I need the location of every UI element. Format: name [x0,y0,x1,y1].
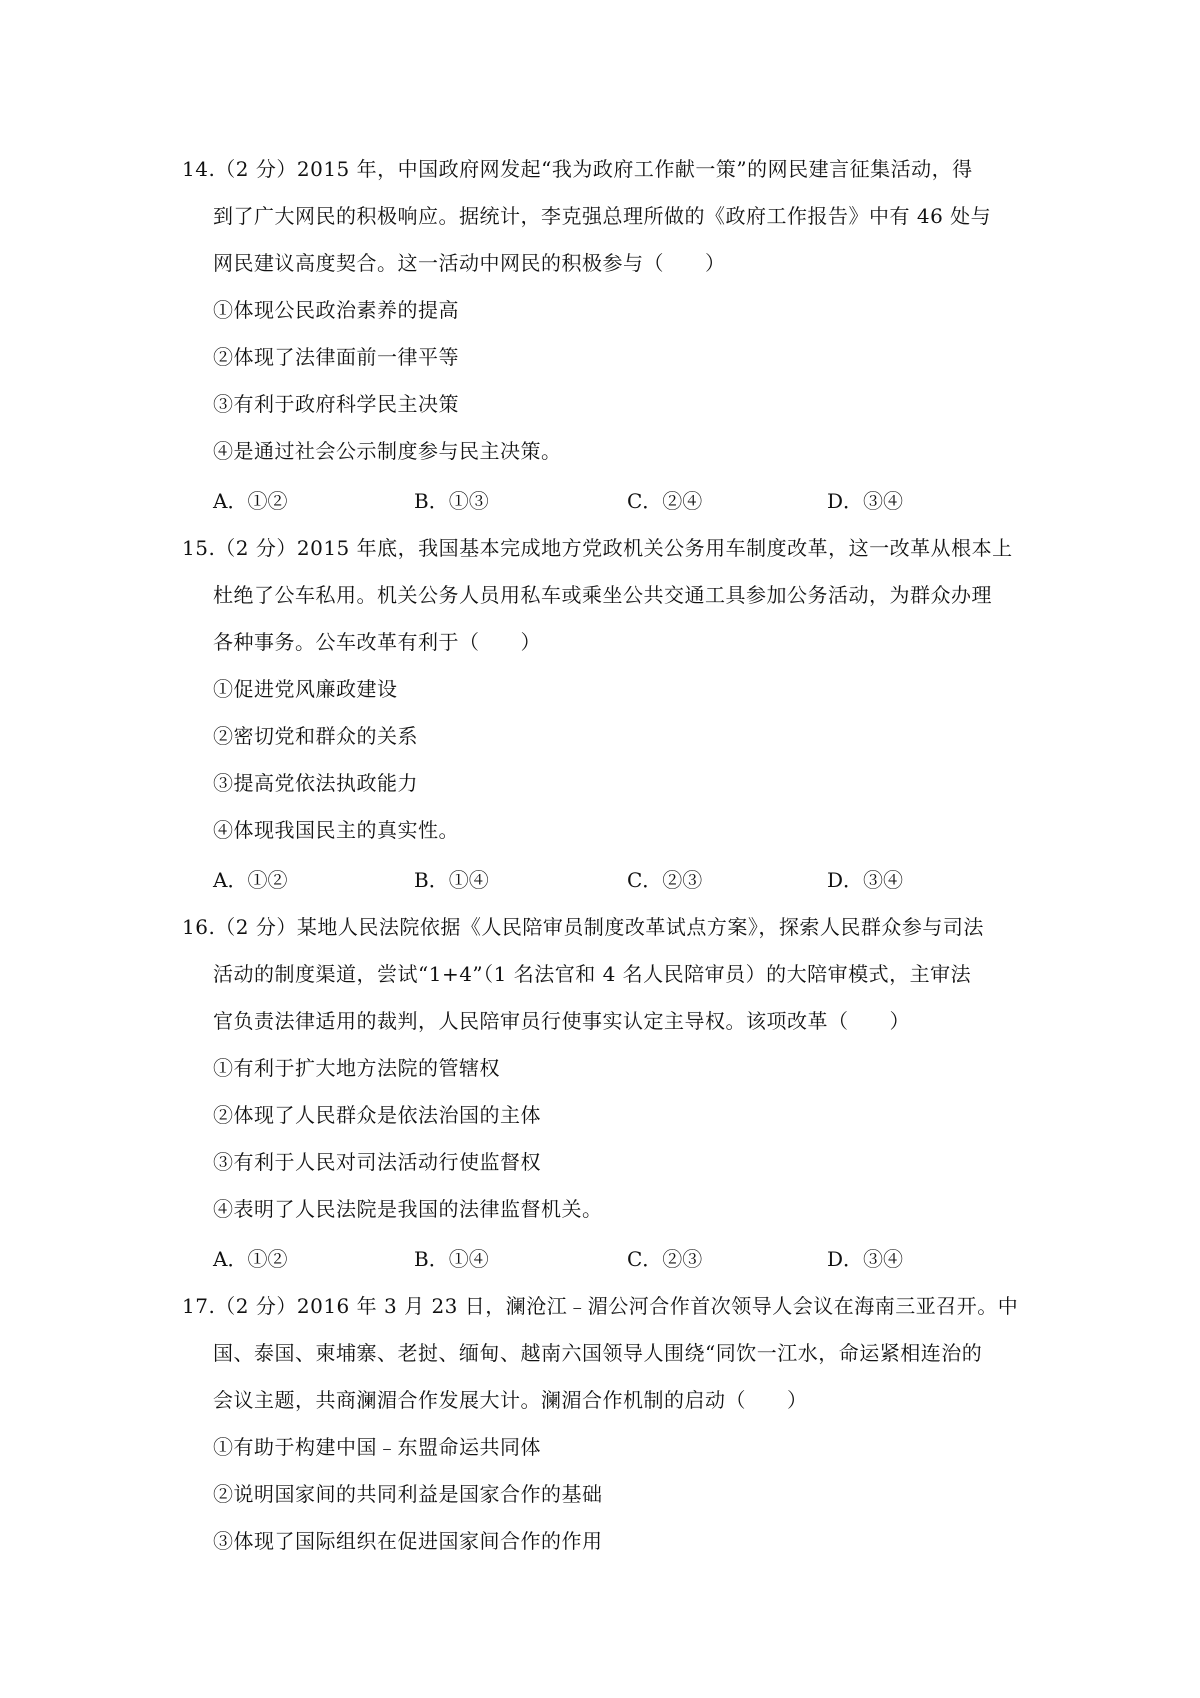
answer-options [213,1245,1033,1273]
statement-item: ③体现了国际组织在促进国家间合作的作用 [213,1529,603,1553]
option-c: C．②③ [627,1247,703,1271]
statement-item: ①有利于扩大地方法院的管辖权 [213,1056,500,1080]
option-a: A．①② [213,1247,288,1271]
question-stem-line: 各种事务。公车改革有利于（ ） [213,630,541,654]
option-d: D．③④ [827,868,904,892]
option-c: C．②③ [627,868,703,892]
statement-item: ③有利于人民对司法活动行使监督权 [213,1150,541,1174]
option-d: D．③④ [827,489,904,513]
option-b: B．①③ [414,489,489,513]
statement-item: ①有助于构建中国﹣东盟命运共同体 [213,1435,541,1459]
question-stem-line: 杜绝了公车私用。机关公务人员用私车或乘坐公共交通工具参加公务活动，为群众办理 [213,583,992,607]
question-stem-line: 国、泰国、柬埔寨、老挝、缅甸、越南六国领导人围绕“同饮一江水，命运紧相连治的 [213,1341,983,1365]
statement-item: ②说明国家间的共同利益是国家合作的基础 [213,1482,603,1506]
statement-item: ①体现公民政治素养的提高 [213,298,459,322]
answer-options [213,487,1033,515]
question-stem-line: 到了广大网民的积极响应。据统计，李克强总理所做的《政府工作报告》中有 46 处与 [213,204,992,228]
statement-item: ④是通过社会公示制度参与民主决策。 [213,439,562,463]
statement-item: ②体现了人民群众是依法治国的主体 [213,1103,541,1127]
statement-item: ①促进党风廉政建设 [213,677,398,701]
option-a: A．①② [213,489,288,513]
question-stem-line: 官负责法律适用的裁判，人民陪审员行使事实认定主导权。该项改革（ ） [213,1009,910,1033]
question-stem-line: 17.（2 分）2016 年 3 月 23 日，澜沧江﹣湄公河合作首次领导人会议在海南三亚召开。中 [182,1294,1019,1318]
statement-item: ③提高党依法执政能力 [213,771,418,795]
statement-item: ④体现我国民主的真实性。 [213,818,459,842]
statement-item: ②体现了法律面前一律平等 [213,345,459,369]
option-c: C．②④ [627,489,703,513]
question-stem-line: 16.（2 分）某地人民法院依据《人民陪审员制度改革试点方案》，探索人民群众参与司法 [182,915,984,939]
question-stem-line: 会议主题，共商澜湄合作发展大计。澜湄合作机制的启动（ ） [213,1388,808,1412]
option-b: B．①④ [414,1247,489,1271]
question-stem-line: 网民建议高度契合。这一活动中网民的积极参与（ ） [213,251,726,275]
statement-item: ③有利于政府科学民主决策 [213,392,459,416]
statement-item: ②密切党和群众的关系 [213,724,418,748]
option-d: D．③④ [827,1247,904,1271]
option-a: A．①② [213,868,288,892]
question-stem-line: 活动的制度渠道，尝试“1+4”（1 名法官和 4 名人民陪审员）的大陪审模式，主审法 [213,962,972,986]
question-stem-line: 14.（2 分）2015 年，中国政府网发起“我为政府工作献一策”的网民建言征集活动，得 [182,157,973,181]
question-stem-line: 15.（2 分）2015 年底，我国基本完成地方党政机关公务用车制度改革，这一改革从根本上 [182,536,1013,560]
answer-options [213,866,1033,894]
statement-item: ④表明了人民法院是我国的法律监督机关。 [213,1197,603,1221]
option-b: B．①④ [414,868,489,892]
